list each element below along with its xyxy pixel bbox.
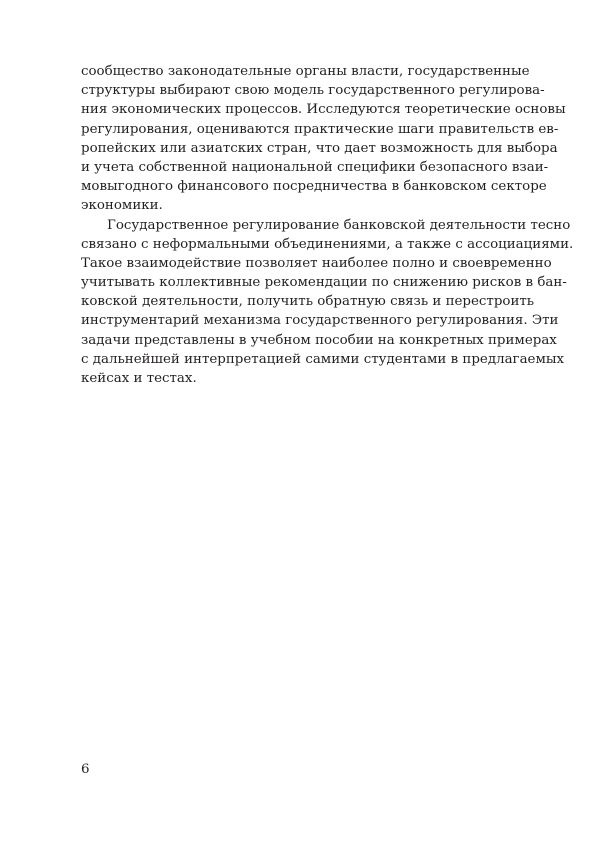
paragraph-1 [81,62,566,216]
text-line: структуры выбирают свою модель государственного регулирова- [81,83,545,99]
text-line: ковской деятельности, получить обратную связь и перестроить [81,294,535,310]
text-line: Такое взаимодействие позволяет наиболее полно и своевременно [81,255,552,271]
text-line: экономики. [81,198,163,214]
body-text [81,62,574,388]
text-line: и учета собственной национальной специфики безопасного взаи- [81,159,549,175]
page-number: 6 [81,762,90,777]
text-line: инструментарий механизма государственного регулирования. Эти [81,313,559,329]
text-line: сообщество законодательные органы власти, государственные [81,64,530,79]
text-line: ропейских или азиатских стран, что дает возможность для выбора [81,140,558,156]
text-line: Государственное регулирование банковской деятельности тесно [107,217,571,233]
text-line: с дальнейшей интерпретацией самими студентами в предлагаемых [81,351,565,367]
text-line: ния экономических процессов. Исследуются теоретические основы [81,102,566,118]
text-line: связано с неформальными объединениями, а также с ассоциациями. [81,236,574,252]
text-line: учитывать коллективные рекомендации по снижению рисков в бан- [81,275,567,291]
text-line: кейсах и тестах. [81,371,197,386]
text-line: задачи представлены в учебном пособии на конкретных примерах [81,332,557,348]
text-line: мовыгодного финансового посредничества в банковском секторе [81,179,547,195]
paragraph-2 [81,216,574,389]
text-line: регулирования, оцениваются практические шаги правительств ев- [81,121,559,137]
